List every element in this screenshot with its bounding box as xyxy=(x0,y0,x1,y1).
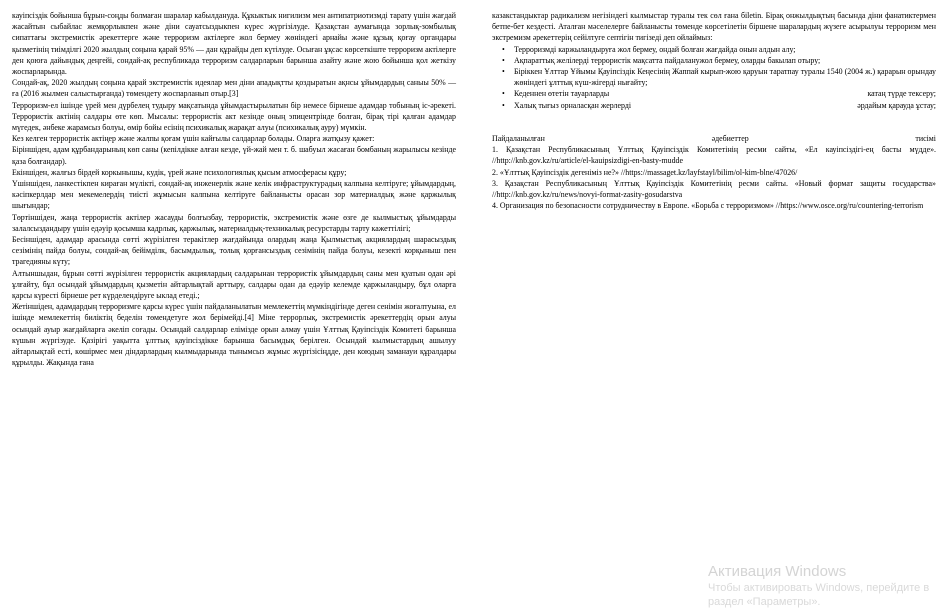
watermark-line-2: раздел «Параметры». xyxy=(708,596,821,608)
paragraph: Сондай-ақ, 2020 жылдың соңына қарай экстремистік идеялар мен діни ападықтты қоздыратын ақнсы ұйымдардың саныы 50% — ға (2016 жылмен салыстырғанда) төмендету жоспарланып отыр.[3] xyxy=(12,78,456,99)
watermark-line-1: Чтобы активировать Windows, перейдите в xyxy=(708,582,930,594)
paragraph: Терроризм-ел ішінде үрей мен дүрбелең тудыру мақсатында ұйымдастырылатын бір немесе бірнеше адамдар тобының іс-әрекеті. Террористік актінің салдары өте көп. Мысалы: террористік акт кезінде оның эпицентрінде болған, бірақ тірі қалған адамдар мүгедек, әнбеке жарамсыз болуы, өмір бойы есінің психикалық жарақат алуы (психикалық ауру) мүмкін. xyxy=(12,100,456,133)
reference-item: 2. «Ұлттық Қауіпсіздік дегеніміз не?» //https://massaget.kz/layfstayl/bilim/ol-kim-blne/47026/ xyxy=(492,167,798,177)
list-item: • Терроризмді каржыландыруға жол бермеу, ондай болған жағдайда онын алдын алу; xyxy=(492,44,936,55)
watermark-title: Активация Windows xyxy=(708,563,847,580)
right-text-column xyxy=(466,10,952,369)
list-item-text-left: • Халық тығыз орналасқан жерлерді xyxy=(514,100,632,110)
paragraph: Екіншіден, жалғыз бірдей коркынышы, кудік, үрей және психологиялық қысым атмосферасы құру; xyxy=(12,167,347,177)
paragraph: кауіпсіздік бойынша бұрын-соңды болмаған шаралар кабылдануда. Құкыктык нигилизм мен антипатриотизмді тарату үшін жағдай жасайтын сыбайлас жемқорлыкпен және діни сауатсыздыкпен күрес жүргізілуде. Қазақстан аумағында зорлық-зомбылық сипаттағы экстремистік әрекеттерге және терроризм актілерге жол бермеу жөніндегі арнайы және құзық қоғау органдары қызметінің тиімділгі 2020 жылдың соңына қарай 95% — дан құрайды деп күтілуде. Осыған ұқсас көрсеткіште терроризм актілерге ден қоюға дайындық деңгейі, сондай-ақ республикада терроризм салдарларын барынша азайту және жою бойынша қол жеткізу жоспарларында. xyxy=(12,11,456,77)
paragraph: Бесіншіден, адамдар арасында сөтті жүрізілген теракітлер жағдайында олардың жаңа Қылмыстық акциялардың шарасыздық сезімінің пайда болуы, сондай-ақ бейімділк, басымдылық, толық қорғансыздық сезімінің пайда болуы, кезекті корқыныш пен трагедияны күту; xyxy=(12,235,456,267)
list-item-text-right: әрдайым қарауда ұстау; xyxy=(857,100,936,110)
recommendation-list xyxy=(492,44,936,111)
list-item xyxy=(492,88,936,99)
paragraph: Үшіншіден, ланкестікпен кираған мүлікті, сондай-ақ инженерлік және келік инфраструктурадың калпына келтіруге; ұйымдардың, кәсіпкерлдар мен мекемелердің тиісті жұмысын калпына келтіруге байланысты орасан зор материалдық және қаржылық шығындар; xyxy=(12,179,456,211)
blank-line xyxy=(492,111,936,122)
left-text-column xyxy=(0,10,466,369)
list-item-text-left: • Кеденнен өтетін тауарларды xyxy=(514,89,610,99)
references-list xyxy=(492,144,936,211)
paragraph: Біріншіден, адам құрбандарының көп саны (кепілдікке алған кезде, үй-жай мен т. б. шабуыл жасаған бомбаның жарылысы кезінде қаза болғандар). xyxy=(12,145,456,166)
reference-item: 3. Қазақстан Республикасының Ұлттық Қауіпсіздік Комитетінің ресми сайты. «Новый формат защиты государства» //http://knb.gov.kz/ru/news/novyi-format-zasity-gosudarstva xyxy=(492,178,936,200)
list-item-text-right: катаң түрде тексеру; xyxy=(867,89,936,99)
list-item: • Ақпараттық желілерді террористік мақсатта пайдаланужол бермеу, оларды бакылап отыру; xyxy=(492,55,936,66)
reference-item: 4. Организация по безопасности сотрудничеству в Европе. «Борьба с терроризмом» //https://www.osce.org/ru/countering-terrorism xyxy=(492,201,924,211)
list-item xyxy=(492,100,936,111)
two-column-layout xyxy=(0,10,952,369)
references-heading-left: Пайдаланылған xyxy=(492,134,545,144)
paragraph: Алтыншыдан, бұрын сөтті жүрізілген террористік акциялардың салдарынан террористік ұйымдардың саны мен қуатын одан әрі ұлғайту, бұл осындай ұйымдардың қызметін айтарлықтай арттыру, салдары одан да едәуір келемде қаржыландыру, бұл оларға қарсы күресті бірнеше рет күрделендіруге ыклад етеді.; xyxy=(12,268,456,301)
references-heading-right: тисімі xyxy=(915,134,936,144)
references-heading xyxy=(492,133,936,144)
paragraph: казакстандыктар радикализм негізіндегі кылмыстар туралы тек сөл ғана біletin. Бірақ онжылдықтың басында діни фанатиктермен бетпе-бет кездесті. Аталған мәселелерге байланысты төменде көрсетілетін біршене шаралардың жүзеге асырылуы терроризм мен экстремизм әрекеттерің сейілтуге септігін тигізеді деп ойлаймыз: xyxy=(492,11,936,43)
paragraph: Кез келген террористік актіңер және жалпы қоғам үшін кайғылы салдарлар болады. Оларға жатқызу қажет: xyxy=(12,134,375,144)
windows-activation-watermark xyxy=(708,562,948,609)
list-item: • Біріккен Ұлттар Ұйымы Қауіпсіздік Кеңесінің Жаппай кырып-жою қаруын таратпау туралы 1540 (2004 ж.) қарарын орындау жөніндегі ұлттық күш-жігерді нығайту; xyxy=(492,66,936,88)
references-heading-center: әдебиеттер xyxy=(711,134,749,144)
paragraph: Жетіншіден, адамдардың терроризмге қарсы күрес үшін пайдаланылатын мемлекеттің мүмкіндігінде деген сенімін жоғалтуына, ел ішінде мемлекеттің биліктің беделін төмендетуге жол берімейді.[4] Міне террорлық, экстремистік әрекеттердің орын алуы осындай ауыр жағдайларға әкеліп соғады. Осындай салдарлар елімізде орын алмау үшін Ұлттық Қауіпсіздік Комитеті барынша күшын жүргізуде. Қазірігі уақытта ұлттық қауіпсіздікке барынша басымдық берілген. Осындай кылмыстардың ашылуу айтарлықтай есті, көшірмес мен діндарлардың кылмыдарында тынымсыз жұмыс жүргізісіңдде, ден коюдың заманауи құралдары құрылды. Жақында ғана xyxy=(12,302,456,368)
paragraph: Төртіншіден, жаңа террористік актілер жасауды болғызбау, террористік, экстремистік және өзге де кылмыстық ұйымдарды залалсыздандыру үшін едәуір қосымша кадрлық, қаржылық, материалдық-техникалық ресурстарды тарту кажеттілігі; xyxy=(12,212,456,233)
reference-item: 1. Қазақстан Республикасының Ұлттық Қауіпсіздік Комитетінің ресми сайты, «Ел кауіпсіздігі-ең басты мүдде». //http://knb.gov.kz/ru/article/el-kauipsizdigi-en-basty-mudde xyxy=(492,145,936,166)
